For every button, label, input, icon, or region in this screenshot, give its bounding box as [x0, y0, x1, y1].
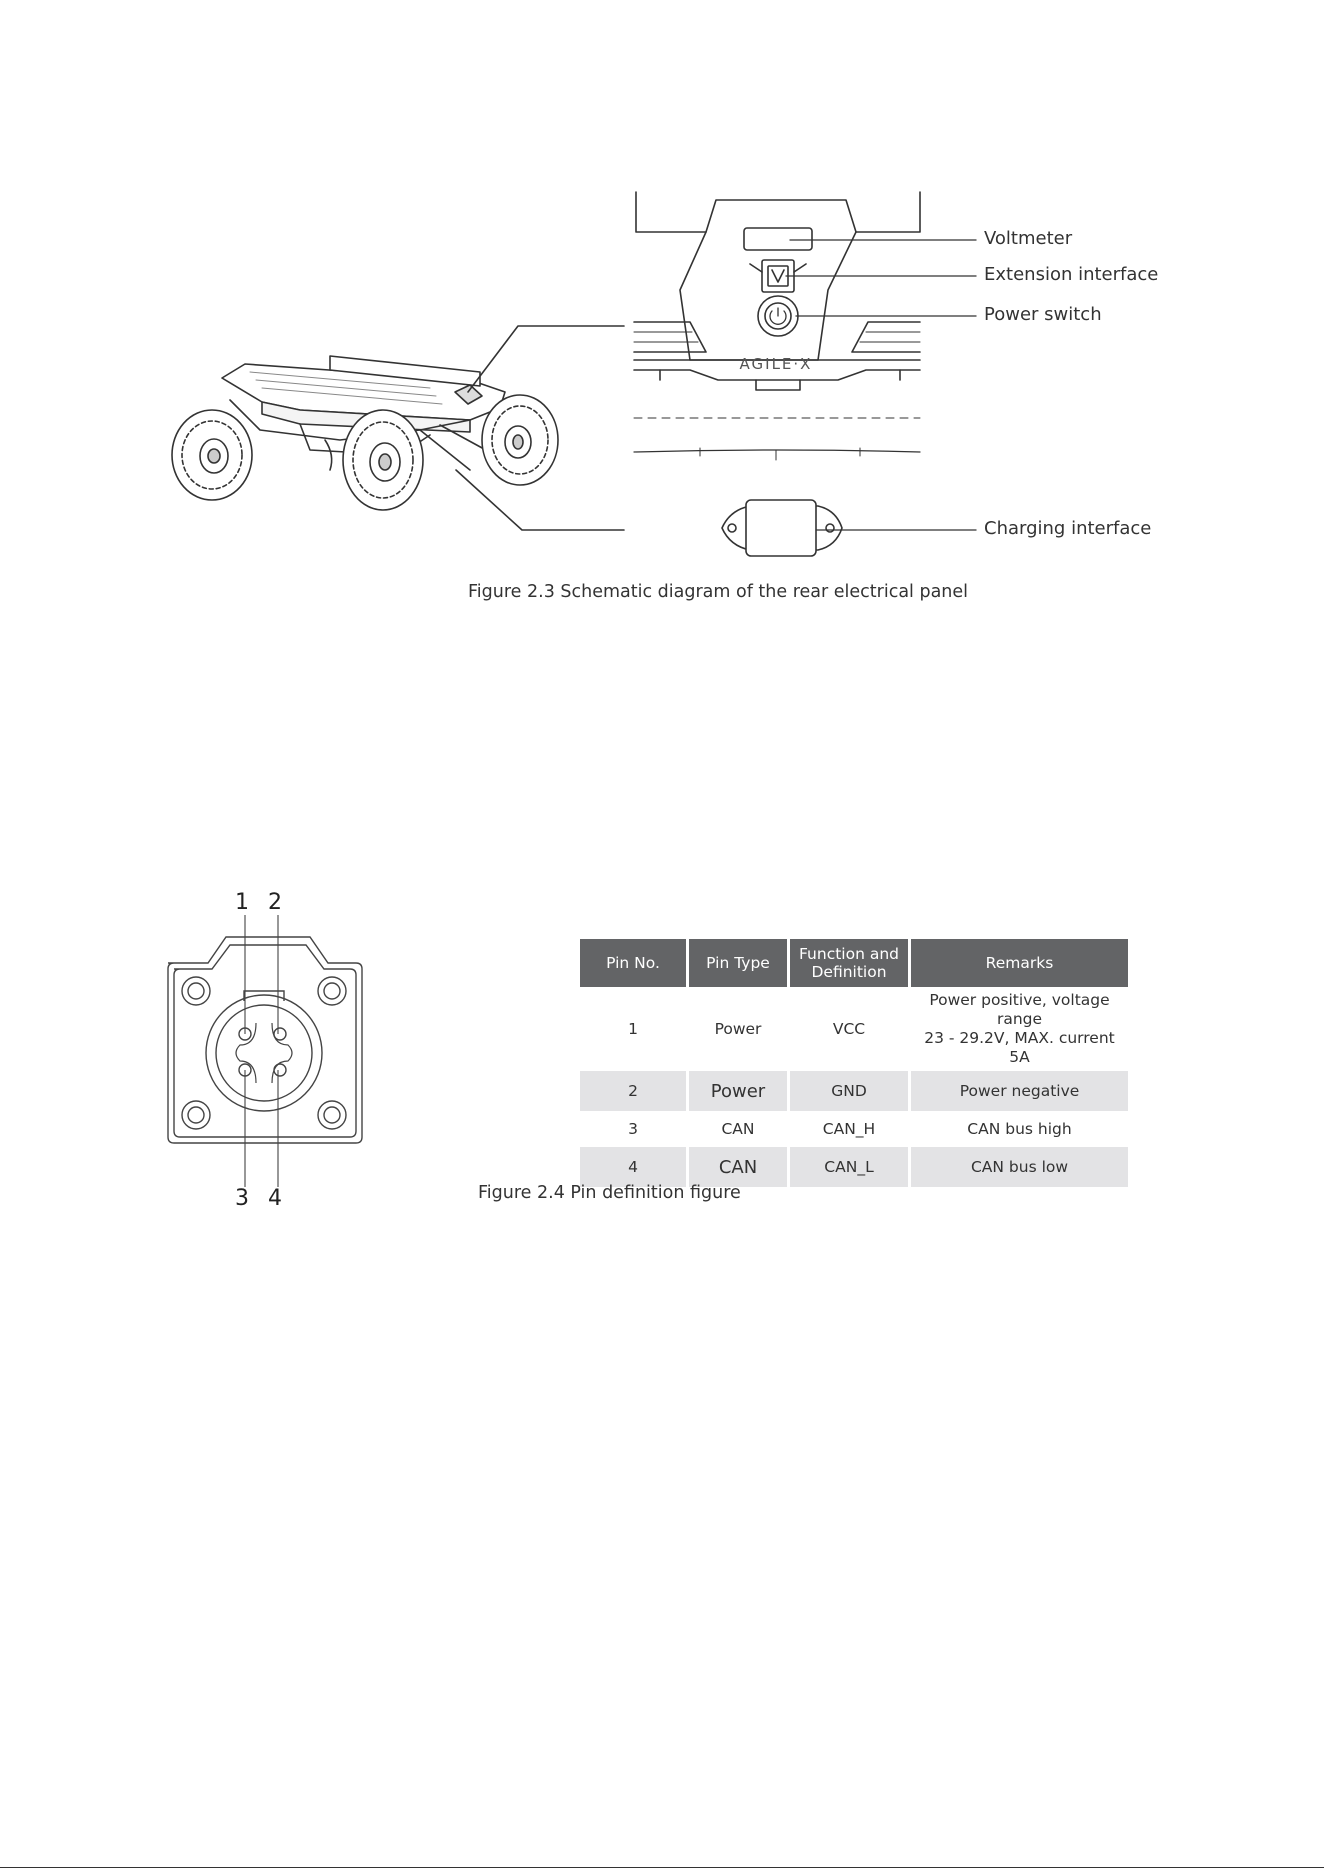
charging-port-illustration — [722, 500, 842, 556]
header-function: Function and Definition — [790, 939, 908, 987]
figure-2-4-caption: Figure 2.4 Pin definition figure — [478, 1183, 741, 1203]
cell-pin: 1 — [628, 1019, 638, 1038]
cell-remarks — [911, 991, 1128, 1067]
header-remarks: Remarks — [911, 939, 1128, 987]
cell-type: CAN — [689, 1147, 787, 1187]
cell-type: Power — [714, 1019, 762, 1038]
pin-label-3: 3 — [235, 1186, 249, 1211]
remarks-line-2: 23 - 29.2V, MAX. current 5A — [924, 1029, 1115, 1066]
header-pin-no: Pin No. — [580, 939, 686, 987]
callout-charging-interface: Charging interface — [984, 518, 1152, 539]
agilex-logo: AGILE·X — [739, 355, 813, 373]
pin-label-4: 4 — [268, 1186, 282, 1211]
cell-function: VCC — [832, 1019, 866, 1038]
connector-pin-diagram — [160, 915, 370, 1190]
cell-remarks: Power negative — [911, 1071, 1128, 1111]
cell-function: CAN_L — [790, 1147, 908, 1187]
cell-type: Power — [689, 1071, 787, 1111]
footer-rule — [0, 1867, 1324, 1868]
table-row — [580, 1071, 1128, 1111]
cell-function: CAN_H — [822, 1119, 876, 1138]
pin-label-2: 2 — [268, 890, 282, 915]
cell-type: CAN — [721, 1119, 755, 1138]
cell-pin: 4 — [580, 1147, 686, 1187]
callout-extension-interface: Extension interface — [984, 264, 1159, 285]
table-row — [580, 991, 1128, 1067]
table-row — [580, 1115, 1128, 1143]
header-pin-type: Pin Type — [689, 939, 787, 987]
table-header-row — [580, 939, 1128, 987]
cell-pin: 3 — [628, 1119, 638, 1138]
pin-label-1: 1 — [235, 890, 249, 915]
remarks-line-1: Power positive, voltage range — [929, 991, 1110, 1028]
callout-power-switch: Power switch — [984, 304, 1102, 325]
cell-remarks: CAN bus low — [911, 1147, 1128, 1187]
cell-remarks: CAN bus high — [967, 1119, 1072, 1138]
figure-2-3-caption: Figure 2.3 Schematic diagram of the rear electrical panel — [468, 582, 969, 602]
cell-pin: 2 — [580, 1071, 686, 1111]
table-row — [580, 1147, 1128, 1187]
robot-illustration — [172, 356, 558, 510]
callout-voltmeter: Voltmeter — [984, 228, 1073, 249]
pin-definition-table — [577, 935, 1131, 1191]
rear-panel-zoom — [634, 192, 920, 556]
cell-function: GND — [790, 1071, 908, 1111]
